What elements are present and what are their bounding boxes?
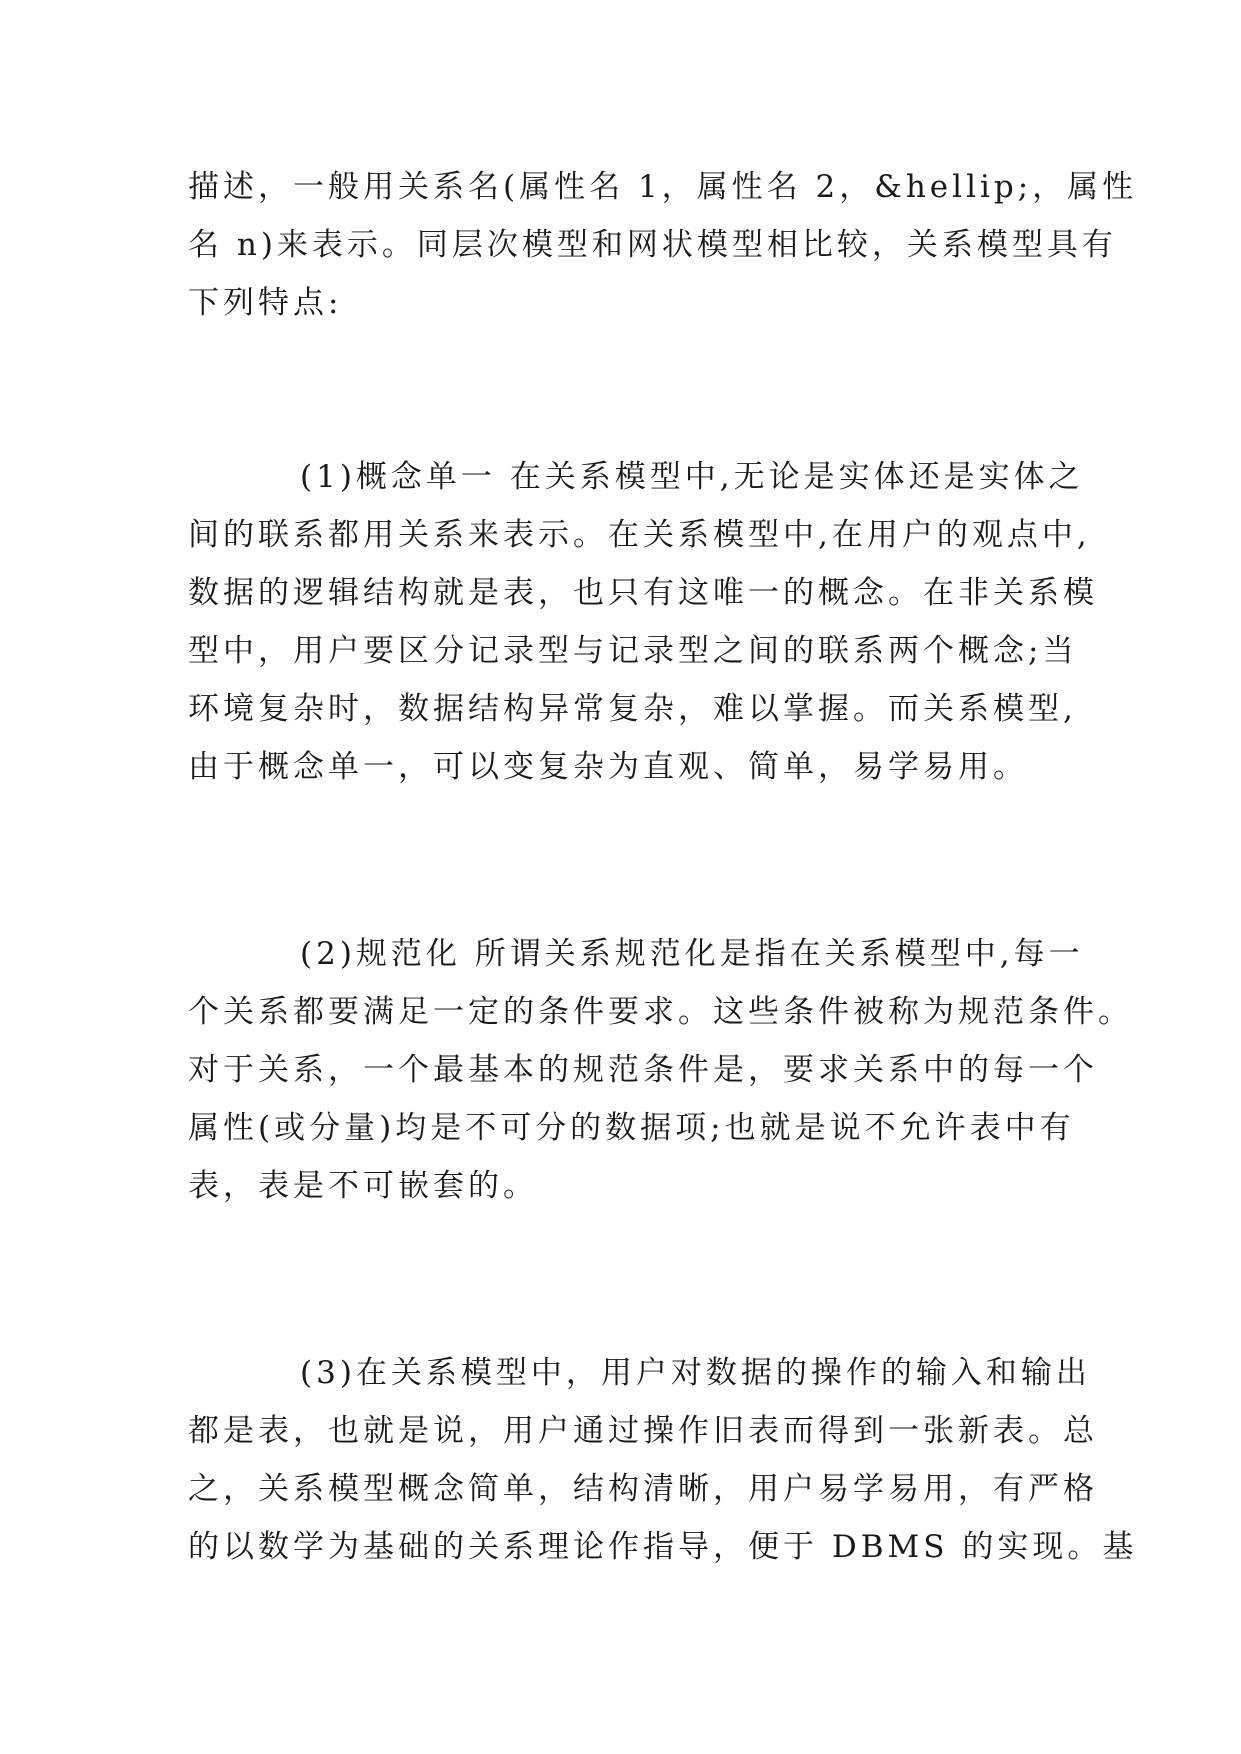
text-line: 表，表是不可嵌套的。 — [188, 1168, 538, 1204]
text-line: (2)规范化 所谓关系规范化是指在关系模型中,每一 — [300, 936, 1084, 972]
paragraph-table-operations — [188, 1344, 1138, 1576]
text-line: 都是表，也就是说，用户通过操作旧表而得到一张新表。总 — [188, 1413, 1098, 1449]
text-line: (3)在关系模型中，用户对数据的操作的输入和输出 — [300, 1355, 1091, 1391]
text-line: 的以数学为基础的关系理论作指导，便于 DBMS 的实现。基 — [188, 1529, 1138, 1565]
paragraph-concept-single — [188, 448, 1098, 796]
text-line: 对于关系，一个最基本的规范条件是，要求关系中的每一个 — [188, 1052, 1098, 1088]
text-line: 属性(或分量)均是不可分的数据项;也就是说不允许表中有 — [188, 1110, 1075, 1146]
text-line: 名 n)来表示。同层次模型和网状模型相比较，关系模型具有 — [188, 227, 1117, 263]
text-line: 描述，一般用关系名(属性名 1，属性名 2，&hellip;，属性 — [188, 169, 1138, 205]
text-line: 间的联系都用关系来表示。在关系模型中,在用户的观点中, — [188, 517, 1091, 553]
text-line: 下列特点: — [188, 285, 343, 321]
text-line: (1)概念单一 在关系模型中,无论是实体还是实体之 — [300, 459, 1084, 495]
text-line: 个关系都要满足一定的条件要求。这些条件被称为规范条件。 — [188, 994, 1133, 1030]
text-line: 之，关系模型概念简单，结构清晰，用户易学易用，有严格 — [188, 1471, 1098, 1507]
text-line: 由于概念单一，可以变复杂为直观、简单，易学易用。 — [188, 749, 1028, 785]
text-line: 数据的逻辑结构就是表，也只有这唯一的概念。在非关系模 — [188, 575, 1098, 611]
paragraph-normalization — [188, 925, 1133, 1215]
text-line: 型中，用户要区分记录型与记录型之间的联系两个概念;当 — [188, 633, 1078, 669]
paragraph-intro — [188, 158, 1138, 332]
text-line: 环境复杂时，数据结构异常复杂，难以掌握。而关系模型, — [188, 691, 1077, 727]
